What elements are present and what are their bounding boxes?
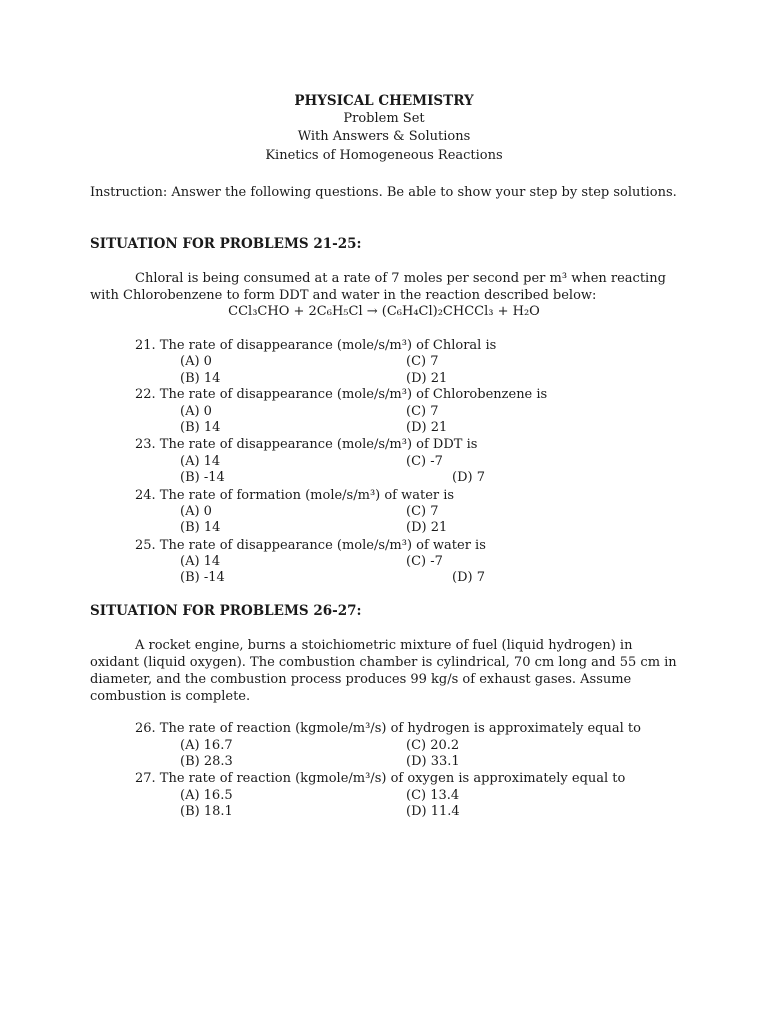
q25-option-b: (B) -14 bbox=[180, 570, 225, 585]
question-24: 24. The rate of formation (mole/s/m³) of water is bbox=[135, 488, 455, 503]
q26-option-d: (D) 33.1 bbox=[406, 754, 460, 769]
q26-option-b: (B) 28.3 bbox=[180, 754, 233, 769]
q25-option-c: (C) -7 bbox=[406, 554, 443, 569]
q22-option-c: (C) 7 bbox=[406, 404, 439, 419]
q24-option-d: (D) 21 bbox=[406, 520, 448, 535]
q23-option-a: (A) 14 bbox=[180, 454, 221, 469]
situation-1-heading: SITUATION FOR PROBLEMS 21-25: bbox=[90, 236, 362, 252]
q23-option-c: (C) -7 bbox=[406, 454, 443, 469]
situation-2-heading: SITUATION FOR PROBLEMS 26-27: bbox=[90, 603, 362, 619]
question-26: 26. The rate of reaction (kgmole/m³/s) of hydrogen is approximately equal to bbox=[135, 721, 641, 736]
document-title: PHYSICAL CHEMISTRY bbox=[294, 93, 474, 109]
q24-option-a: (A) 0 bbox=[180, 504, 212, 519]
q21-option-b: (B) 14 bbox=[180, 371, 221, 386]
q24-option-c: (C) 7 bbox=[406, 504, 439, 519]
question-23: 23. The rate of disappearance (mole/s/m³) of DDT is bbox=[135, 437, 478, 452]
q27-option-d: (D) 11.4 bbox=[406, 804, 460, 819]
q27-option-b: (B) 18.1 bbox=[180, 804, 233, 819]
q27-option-c: (C) 13.4 bbox=[406, 788, 460, 803]
q26-option-c: (C) 20.2 bbox=[406, 738, 460, 753]
question-25: 25. The rate of disappearance (mole/s/m³) of water is bbox=[135, 538, 486, 553]
situation-1-text: Chloral is being consumed at a rate of 7 moles per second per m³ when reacting with Chlorobenzene to form DDT and water in the reaction described below: bbox=[90, 271, 666, 303]
q22-option-b: (B) 14 bbox=[180, 420, 221, 435]
q27-option-a: (A) 16.5 bbox=[180, 788, 233, 803]
q25-option-d: (D) 7 bbox=[452, 570, 485, 585]
q21-option-c: (C) 7 bbox=[406, 354, 439, 369]
instruction-text: Instruction: Answer the following questions. Be able to show your step by step solutions. bbox=[90, 185, 677, 200]
q25-option-a: (A) 14 bbox=[180, 554, 221, 569]
q23-option-b: (B) -14 bbox=[180, 470, 225, 485]
reaction-equation: CCl₃CHO + 2C₆H₅Cl → (C₆H₄Cl)₂CHCCl₃ + H₂O bbox=[228, 304, 540, 319]
question-21: 21. The rate of disappearance (mole/s/m³) of Chloral is bbox=[135, 338, 497, 353]
q21-option-d: (D) 21 bbox=[406, 371, 448, 386]
q24-option-b: (B) 14 bbox=[180, 520, 221, 535]
document-subtitle-problem-set: Problem Set bbox=[343, 111, 425, 126]
question-22: 22. The rate of disappearance (mole/s/m³) of Chlorobenzene is bbox=[135, 387, 548, 402]
q22-option-d: (D) 21 bbox=[406, 420, 448, 435]
q21-option-a: (A) 0 bbox=[180, 354, 212, 369]
q26-option-a: (A) 16.7 bbox=[180, 738, 233, 753]
document-subtitle-answers: With Answers & Solutions bbox=[297, 129, 471, 144]
q22-option-a: (A) 0 bbox=[180, 404, 212, 419]
document-subtitle-topic: Kinetics of Homogeneous Reactions bbox=[265, 148, 503, 163]
question-27: 27. The rate of reaction (kgmole/m³/s) of oxygen is approximately equal to bbox=[135, 771, 626, 786]
q23-option-d: (D) 7 bbox=[452, 470, 485, 485]
situation-2-text: A rocket engine, burns a stoichiometric mixture of fuel (liquid hydrogen) in oxidant (liquid oxygen). The combustion chamber is cylindrical, 70 cm long and 55 cm in diameter, and the combustion process produces 99 kg/s of exhaust gases. Assume combustion is complete. bbox=[90, 638, 677, 704]
